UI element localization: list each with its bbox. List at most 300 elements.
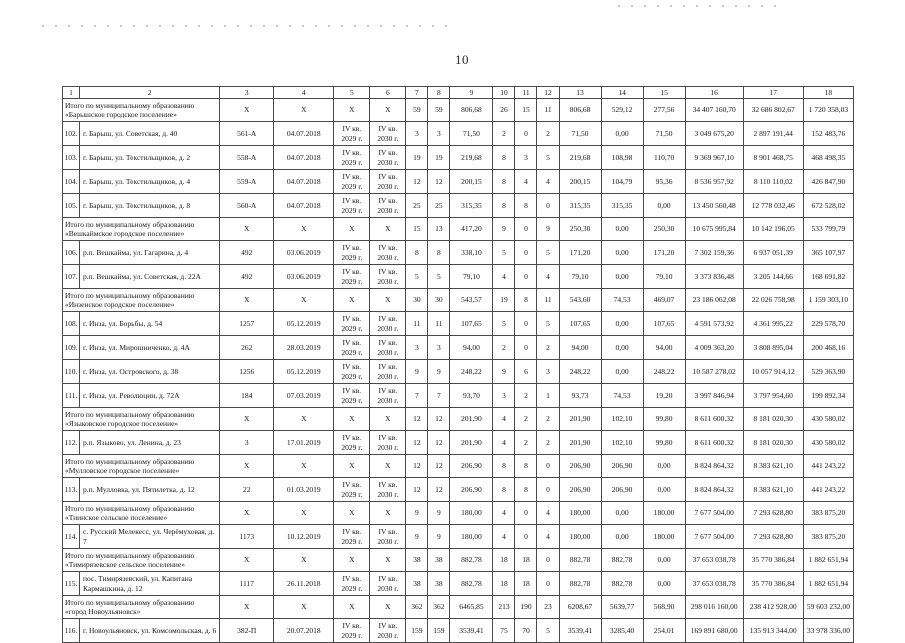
col11: 70 xyxy=(515,619,537,643)
cost-total: 37 653 038,78 xyxy=(685,549,743,572)
column-number: 18 xyxy=(803,87,853,99)
fact-quarter: IV кв. 2030 г. xyxy=(370,336,406,360)
row-number: 114. xyxy=(63,525,80,549)
col12: 5 xyxy=(537,241,559,265)
fact-quarter: IV кв. 2030 г. xyxy=(370,384,406,408)
area-first-stage: 0,00 xyxy=(601,336,643,360)
decree-date: 20.07.2018 xyxy=(274,619,334,643)
cost-total: 8 824 864,32 xyxy=(685,455,743,478)
area: 882,78 xyxy=(559,572,601,596)
plan-quarter: X xyxy=(334,596,370,619)
area-second-stage: 171,20 xyxy=(643,241,685,265)
area: 248,22 xyxy=(559,360,601,384)
plan-quarter: IV кв. 2029 г. xyxy=(334,336,370,360)
column-number: 2 xyxy=(80,87,220,99)
decree-date: X xyxy=(274,99,334,122)
col12: 23 xyxy=(537,596,559,619)
col11: 2 xyxy=(515,431,537,455)
cost-regional: 441 243,22 xyxy=(803,478,853,502)
decree-number: 184 xyxy=(220,384,274,408)
building-row xyxy=(63,265,854,289)
col7: 19 xyxy=(406,146,428,170)
area-first-stage: 0,00 xyxy=(601,360,643,384)
row-number: 107. xyxy=(63,265,80,289)
address-cell: г. Барыш, ул. Текстильщиков, д. 8 xyxy=(80,194,220,218)
col8: 38 xyxy=(428,549,450,572)
cost-budget: 8 383 621,10 xyxy=(743,478,803,502)
area-first-stage: 0,00 xyxy=(601,502,643,525)
area: 250,30 xyxy=(559,218,601,241)
col10: 75 xyxy=(493,619,515,643)
decree-number: 262 xyxy=(220,336,274,360)
area-total: 180,00 xyxy=(450,502,493,525)
fact-quarter: X xyxy=(370,218,406,241)
area-total: 201,90 xyxy=(450,408,493,431)
col11: 0 xyxy=(515,241,537,265)
col7: 15 xyxy=(406,218,428,241)
total-label: Итого по муниципальному образованию «Инзенское городское поселение» xyxy=(63,289,220,312)
area-second-stage: 0,00 xyxy=(643,549,685,572)
municipality-total-row xyxy=(63,596,854,619)
col8: 12 xyxy=(428,408,450,431)
plan-quarter: X xyxy=(334,502,370,525)
cost-regional: 430 580,02 xyxy=(803,408,853,431)
building-row xyxy=(63,194,854,218)
cost-budget: 10 057 914,12 xyxy=(743,360,803,384)
area-total: 338,10 xyxy=(450,241,493,265)
cost-regional: 426 847,90 xyxy=(803,170,853,194)
municipality-total-row xyxy=(63,455,854,478)
col10: 8 xyxy=(493,170,515,194)
col7: 12 xyxy=(406,431,428,455)
decree-number: X xyxy=(220,218,274,241)
cost-regional: 168 691,82 xyxy=(803,265,853,289)
area: 180,00 xyxy=(559,525,601,549)
cost-budget: 35 770 386,84 xyxy=(743,549,803,572)
municipality-total-row xyxy=(63,549,854,572)
row-number: 116. xyxy=(63,619,80,643)
col7: 159 xyxy=(406,619,428,643)
cost-budget: 35 770 386,84 xyxy=(743,572,803,596)
plan-quarter: IV кв. 2029 г. xyxy=(334,360,370,384)
area: 200,15 xyxy=(559,170,601,194)
row-number: 102. xyxy=(63,122,80,146)
col7: 7 xyxy=(406,384,428,408)
address-cell: г. Инза, ул. Революции, д. 72А xyxy=(80,384,220,408)
col12: 1 xyxy=(537,384,559,408)
fact-quarter: X xyxy=(370,408,406,431)
decree-number: 1173 xyxy=(220,525,274,549)
cost-total: 8 536 957,92 xyxy=(685,170,743,194)
cost-total: 9 369 967,10 xyxy=(685,146,743,170)
decree-date: X xyxy=(274,408,334,431)
col8: 9 xyxy=(428,502,450,525)
table-header-row xyxy=(63,87,854,99)
address-cell: р.п. Языково, ул. Ленина, д. 23 xyxy=(80,431,220,455)
col8: 8 xyxy=(428,241,450,265)
decree-number: X xyxy=(220,408,274,431)
building-row xyxy=(63,336,854,360)
col7: 9 xyxy=(406,525,428,549)
area: 882,78 xyxy=(559,549,601,572)
col7: 9 xyxy=(406,360,428,384)
column-number: 3 xyxy=(220,87,274,99)
cost-regional: 430 580,02 xyxy=(803,431,853,455)
plan-quarter: IV кв. 2029 г. xyxy=(334,619,370,643)
cost-budget: 10 142 196,05 xyxy=(743,218,803,241)
plan-quarter: X xyxy=(334,99,370,122)
column-number: 8 xyxy=(428,87,450,99)
plan-quarter: IV кв. 2029 г. xyxy=(334,170,370,194)
scan-artifact-top-right xyxy=(618,5,783,7)
row-number: 112. xyxy=(63,431,80,455)
col7: 3 xyxy=(406,122,428,146)
plan-quarter: IV кв. 2029 г. xyxy=(334,146,370,170)
decree-number: 22 xyxy=(220,478,274,502)
area: 107,65 xyxy=(559,312,601,336)
area: 206,90 xyxy=(559,455,601,478)
plan-quarter: X xyxy=(334,218,370,241)
area-second-stage: 110,70 xyxy=(643,146,685,170)
col8: 9 xyxy=(428,525,450,549)
col11: 0 xyxy=(515,218,537,241)
area-first-stage: 74,53 xyxy=(601,289,643,312)
area-total: 417,20 xyxy=(450,218,493,241)
cost-total: 3 997 846,94 xyxy=(685,384,743,408)
plan-quarter: IV кв. 2029 г. xyxy=(334,312,370,336)
col12: 5 xyxy=(537,619,559,643)
area-total: 71,50 xyxy=(450,122,493,146)
area-second-stage: 0,00 xyxy=(643,194,685,218)
col11: 0 xyxy=(515,525,537,549)
col8: 19 xyxy=(428,146,450,170)
total-label: Итого по муниципальному образованию «Тимирязевское сельское поселение» xyxy=(63,549,220,572)
area-total: 180,00 xyxy=(450,525,493,549)
column-number: 15 xyxy=(643,87,685,99)
decree-date: X xyxy=(274,549,334,572)
cost-total: 3 373 836,48 xyxy=(685,265,743,289)
col12: 0 xyxy=(537,455,559,478)
area: 206,90 xyxy=(559,478,601,502)
cost-regional: 533 799,79 xyxy=(803,218,853,241)
area-total: 200,15 xyxy=(450,170,493,194)
column-number: 10 xyxy=(493,87,515,99)
area-first-stage: 882,78 xyxy=(601,549,643,572)
cost-total: 34 407 160,70 xyxy=(685,99,743,122)
row-number: 104. xyxy=(63,170,80,194)
cost-regional: 441 243,22 xyxy=(803,455,853,478)
area: 6208,67 xyxy=(559,596,601,619)
area-second-stage: 250,30 xyxy=(643,218,685,241)
plan-quarter: IV кв. 2029 г. xyxy=(334,122,370,146)
column-number: 13 xyxy=(559,87,601,99)
row-number: 113. xyxy=(63,478,80,502)
area-second-stage: 95,36 xyxy=(643,170,685,194)
decree-number: 1117 xyxy=(220,572,274,596)
area: 543,60 xyxy=(559,289,601,312)
cost-budget: 12 778 032,46 xyxy=(743,194,803,218)
col7: 8 xyxy=(406,241,428,265)
area-first-stage: 74,53 xyxy=(601,384,643,408)
area-total: 315,35 xyxy=(450,194,493,218)
table-body xyxy=(63,87,854,643)
area-second-stage: 568,90 xyxy=(643,596,685,619)
col7: 12 xyxy=(406,478,428,502)
area: 180,00 xyxy=(559,502,601,525)
row-number: 111. xyxy=(63,384,80,408)
plan-quarter: IV кв. 2029 г. xyxy=(334,431,370,455)
area-first-stage: 0,00 xyxy=(601,218,643,241)
area-total: 79,10 xyxy=(450,265,493,289)
area-first-stage: 0,00 xyxy=(601,312,643,336)
address-cell: р.п. Вешкайма, ул. Гагарина, д. 4 xyxy=(80,241,220,265)
col12: 4 xyxy=(537,525,559,549)
building-row xyxy=(63,146,854,170)
row-number: 108. xyxy=(63,312,80,336)
municipality-total-row xyxy=(63,408,854,431)
decree-number: X xyxy=(220,502,274,525)
col8: 7 xyxy=(428,384,450,408)
address-cell: р.п. Вешкайма, ул. Советская, д. 22А xyxy=(80,265,220,289)
column-number: 17 xyxy=(743,87,803,99)
cost-budget: 135 913 344,00 xyxy=(743,619,803,643)
cost-regional: 468 498,35 xyxy=(803,146,853,170)
col11: 3 xyxy=(515,146,537,170)
cost-total: 298 016 160,00 xyxy=(685,596,743,619)
col10: 18 xyxy=(493,572,515,596)
fact-quarter: IV кв. 2030 г. xyxy=(370,431,406,455)
area-total: 248,22 xyxy=(450,360,493,384)
col7: 3 xyxy=(406,336,428,360)
col10: 5 xyxy=(493,241,515,265)
cost-budget: 8 110 110,02 xyxy=(743,170,803,194)
total-label: Итого по муниципальному образованию «город Новоульяновск» xyxy=(63,596,220,619)
cost-regional: 59 603 232,00 xyxy=(803,596,853,619)
decree-number: 382-П xyxy=(220,619,274,643)
col10: 2 xyxy=(493,336,515,360)
decree-date: 03.06.2019 xyxy=(274,241,334,265)
fact-quarter: X xyxy=(370,502,406,525)
decree-date: 04.07.2018 xyxy=(274,194,334,218)
column-number: 14 xyxy=(601,87,643,99)
area-second-stage: 107,65 xyxy=(643,312,685,336)
col8: 362 xyxy=(428,596,450,619)
col7: 25 xyxy=(406,194,428,218)
decree-number: X xyxy=(220,289,274,312)
col7: 11 xyxy=(406,312,428,336)
area-total: 882,78 xyxy=(450,549,493,572)
col10: 4 xyxy=(493,502,515,525)
municipality-total-row xyxy=(63,289,854,312)
decree-number: 1257 xyxy=(220,312,274,336)
building-row xyxy=(63,525,854,549)
cost-budget: 8 383 621,10 xyxy=(743,455,803,478)
cost-budget: 8 901 468,75 xyxy=(743,146,803,170)
col12: 11 xyxy=(537,99,559,122)
area: 201,90 xyxy=(559,408,601,431)
decree-number: 558-А xyxy=(220,146,274,170)
decree-date: 17.01.2019 xyxy=(274,431,334,455)
decree-number: X xyxy=(220,99,274,122)
col10: 4 xyxy=(493,431,515,455)
column-number: 5 xyxy=(334,87,370,99)
column-number: 16 xyxy=(685,87,743,99)
address-cell: г. Инза, ул. Мирошниченко, д. 4А xyxy=(80,336,220,360)
col7: 38 xyxy=(406,572,428,596)
cost-total: 3 049 675,20 xyxy=(685,122,743,146)
cost-regional: 529 363,90 xyxy=(803,360,853,384)
col12: 9 xyxy=(537,218,559,241)
col11: 2 xyxy=(515,384,537,408)
decree-number: X xyxy=(220,549,274,572)
decree-number: 561-А xyxy=(220,122,274,146)
cost-budget: 7 293 628,80 xyxy=(743,502,803,525)
area-total: 206,90 xyxy=(450,455,493,478)
total-label: Итого по муниципальному образованию «Мулловское городское поселение» xyxy=(63,455,220,478)
decree-number: 1256 xyxy=(220,360,274,384)
area-first-stage: 0,00 xyxy=(601,122,643,146)
col11: 4 xyxy=(515,170,537,194)
decree-date: X xyxy=(274,596,334,619)
area-second-stage: 0,00 xyxy=(643,455,685,478)
column-number: 7 xyxy=(406,87,428,99)
area-second-stage: 0,00 xyxy=(643,572,685,596)
cost-total: 37 653 038,78 xyxy=(685,572,743,596)
building-row xyxy=(63,170,854,194)
area-total: 3539,41 xyxy=(450,619,493,643)
col12: 3 xyxy=(537,360,559,384)
row-number: 105. xyxy=(63,194,80,218)
cost-regional: 672 528,02 xyxy=(803,194,853,218)
fact-quarter: IV кв. 2030 г. xyxy=(370,241,406,265)
area-total: 219,68 xyxy=(450,146,493,170)
plan-quarter: IV кв. 2029 г. xyxy=(334,265,370,289)
col12: 5 xyxy=(537,146,559,170)
col8: 3 xyxy=(428,122,450,146)
area: 93,73 xyxy=(559,384,601,408)
area: 171,20 xyxy=(559,241,601,265)
cost-budget: 6 937 051,39 xyxy=(743,241,803,265)
col10: 8 xyxy=(493,146,515,170)
col12: 4 xyxy=(537,170,559,194)
fact-quarter: X xyxy=(370,549,406,572)
col12: 0 xyxy=(537,478,559,502)
col12: 5 xyxy=(537,312,559,336)
total-label: Итого по муниципальному образованию «Вешкаймское городское поселение» xyxy=(63,218,220,241)
address-cell: г. Инза, ул. Борьбы, д. 54 xyxy=(80,312,220,336)
col8: 25 xyxy=(428,194,450,218)
col7: 30 xyxy=(406,289,428,312)
address-cell: г. Барыш, ул. Текстильщиков, д. 2 xyxy=(80,146,220,170)
municipality-total-row xyxy=(63,502,854,525)
area: 79,10 xyxy=(559,265,601,289)
decree-number: X xyxy=(220,455,274,478)
area-first-stage: 882,78 xyxy=(601,572,643,596)
col12: 11 xyxy=(537,289,559,312)
col8: 11 xyxy=(428,312,450,336)
fact-quarter: X xyxy=(370,455,406,478)
decree-number: X xyxy=(220,596,274,619)
col11: 0 xyxy=(515,502,537,525)
decree-number: 492 xyxy=(220,241,274,265)
col10: 9 xyxy=(493,218,515,241)
decree-date: 01.03.2019 xyxy=(274,478,334,502)
col10: 4 xyxy=(493,525,515,549)
cost-regional: 1 159 303,10 xyxy=(803,289,853,312)
decree-date: 04.07.2018 xyxy=(274,170,334,194)
plan-quarter: X xyxy=(334,408,370,431)
area-first-stage: 108,98 xyxy=(601,146,643,170)
area-second-stage: 94,00 xyxy=(643,336,685,360)
fact-quarter: IV кв. 2030 г. xyxy=(370,265,406,289)
col7: 5 xyxy=(406,265,428,289)
decree-date: X xyxy=(274,289,334,312)
col10: 19 xyxy=(493,289,515,312)
fact-quarter: X xyxy=(370,596,406,619)
plan-quarter: IV кв. 2029 г. xyxy=(334,384,370,408)
fact-quarter: IV кв. 2030 г. xyxy=(370,122,406,146)
area-first-stage: 3285,40 xyxy=(601,619,643,643)
cost-regional: 33 978 336,00 xyxy=(803,619,853,643)
cost-regional: 383 875,20 xyxy=(803,502,853,525)
area-second-stage: 180,00 xyxy=(643,502,685,525)
col11: 190 xyxy=(515,596,537,619)
col12: 2 xyxy=(537,431,559,455)
cost-regional: 1 882 651,94 xyxy=(803,549,853,572)
plan-quarter: X xyxy=(334,549,370,572)
area: 201,90 xyxy=(559,431,601,455)
cost-regional: 152 483,76 xyxy=(803,122,853,146)
decree-date: 05.12.2019 xyxy=(274,312,334,336)
total-label: Итого по муниципальному образованию «Языковское городское поселение» xyxy=(63,408,220,431)
building-row xyxy=(63,241,854,265)
col11: 8 xyxy=(515,478,537,502)
col11: 0 xyxy=(515,265,537,289)
total-label: Итого по муниципальному образованию «Барышское городское поселение» xyxy=(63,99,220,122)
fact-quarter: IV кв. 2030 г. xyxy=(370,478,406,502)
area-first-stage: 315,35 xyxy=(601,194,643,218)
row-number: 103. xyxy=(63,146,80,170)
address-cell: г. Барыш, ул. Советская, д. 40 xyxy=(80,122,220,146)
col11: 15 xyxy=(515,99,537,122)
building-row xyxy=(63,431,854,455)
fact-quarter: IV кв. 2030 г. xyxy=(370,312,406,336)
area-second-stage: 277,56 xyxy=(643,99,685,122)
address-cell: г. Барыш, ул. Текстильщиков, д. 4 xyxy=(80,170,220,194)
col8: 59 xyxy=(428,99,450,122)
cost-total: 10 587 278,02 xyxy=(685,360,743,384)
fact-quarter: IV кв. 2030 г. xyxy=(370,360,406,384)
decree-number: 560-А xyxy=(220,194,274,218)
municipality-total-row xyxy=(63,218,854,241)
area-first-stage: 206,90 xyxy=(601,478,643,502)
area: 806,68 xyxy=(559,99,601,122)
area-second-stage: 248,22 xyxy=(643,360,685,384)
col11: 8 xyxy=(515,194,537,218)
address-cell: г. Инза, ул. Островского, д. 38 xyxy=(80,360,220,384)
col12: 4 xyxy=(537,265,559,289)
decree-date: 05.12.2019 xyxy=(274,360,334,384)
decree-date: X xyxy=(274,455,334,478)
building-row xyxy=(63,384,854,408)
area-first-stage: 206,90 xyxy=(601,455,643,478)
column-number: 12 xyxy=(537,87,559,99)
scan-artifact-top-left xyxy=(42,25,454,27)
decree-date: 04.07.2018 xyxy=(274,146,334,170)
address-cell: г. Новоульяновск, ул. Комсомольская, д. 6 xyxy=(80,619,220,643)
col10: 213 xyxy=(493,596,515,619)
plan-quarter: X xyxy=(334,455,370,478)
